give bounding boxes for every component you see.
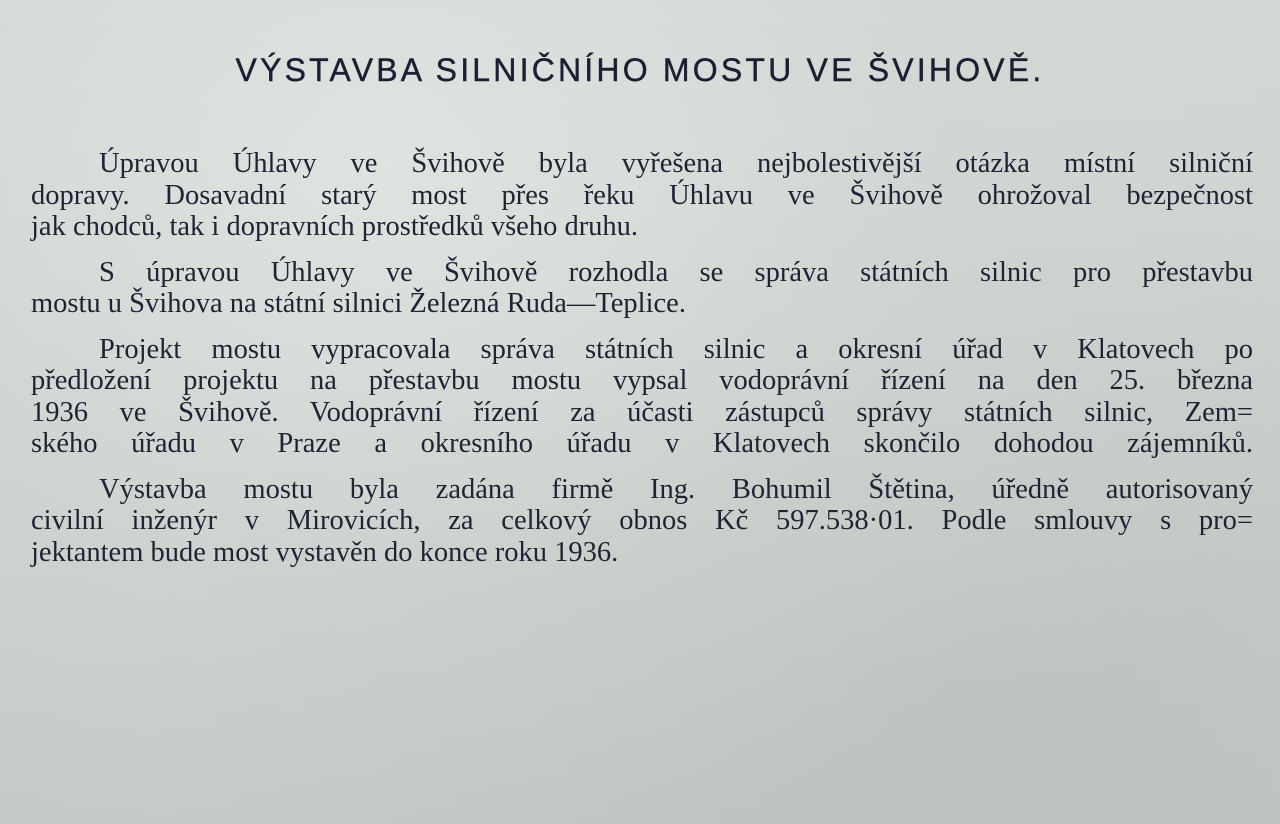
paragraph-line: mostu u Švihova na státní silnici Železná Ruda—Teplice.	[31, 288, 686, 319]
paragraph-line: ského úřadu v Praze a okresního úřadu v Klatovech skončilo dohodou zájemníků.	[31, 428, 1253, 459]
paragraph-line: jak chodců, tak i dopravních prostředků všeho druhu.	[31, 211, 639, 242]
paragraph-line: civilní inženýr v Mirovicích, za celkový obnos Kč 597.538·01. Podle smlouvy s pro=	[31, 505, 1253, 536]
paragraph-3	[31, 334, 1253, 460]
paragraph-line: jektantem bude most vystavěn do konce roku 1936.	[31, 536, 619, 568]
paragraph-line: Projekt mostu vypracovala správa státních silnic a okresní úřad v Klatovech po	[99, 333, 1253, 365]
paragraph-line: Úpravou Úhlavy ve Švihově byla vyřešena nejbolestivější otázka místní silniční	[99, 148, 1253, 179]
paragraph-1	[31, 148, 1253, 243]
paragraph-line: 1936 ve Švihově. Vodoprávní řízení za účasti zástupců správy státních silnic, Zem=	[31, 396, 1253, 428]
paragraph-line: dopravy. Dosavadní starý most přes řeku Úhlavu ve Švihově ohrožoval bezpečnost	[31, 179, 1253, 211]
paragraph-4	[31, 474, 1253, 569]
paragraph-2	[31, 257, 1253, 320]
paragraph-line: Výstavba mostu byla zadána firmě Ing. Bohumil Štětina, úředně autorisovaný	[99, 473, 1253, 505]
page-title: VÝSTAVBA SILNIČNÍHO MOSTU VE ŠVIHOVĚ.	[235, 52, 1045, 88]
paragraph-line: předložení projektu na přestavbu mostu vypsal vodoprávní řízení na den 25. března	[31, 365, 1253, 396]
body-text	[31, 148, 1253, 582]
paragraph-line: S úpravou Úhlavy ve Švihově rozhodla se správa státních silnic pro přestavbu	[99, 256, 1253, 288]
